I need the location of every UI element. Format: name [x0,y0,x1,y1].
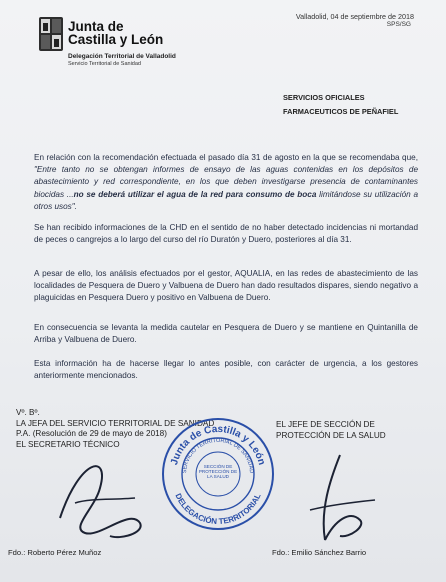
p1-quote: "Entre tanto no se obtengan informes de ensayo de las aguas contenidas en los depósitos de abastecimiento y red correspondiente, en los que deben investigarse presencia de contaminantes biocidas ... [34,165,418,199]
document-date: Valladolid, 04 de septiembre de 2018 [295,12,414,21]
handwritten-signature-left [40,448,160,544]
paragraph-recommendation [34,152,418,213]
recipient-line2: FARMACEUTICOS DE PEÑAFIEL [283,107,399,116]
paragraph-urgency: Esta información ha de hacerse llegar lo antes posible, con carácter de urgencia, a los gestores anteriormente mencionados. [34,359,418,381]
handwritten-signature-right [300,450,380,550]
org-name-line1: Junta de [68,19,124,34]
p1-end: limitándose su utilización a otros usos". [34,189,418,211]
org-name-line2: Castilla y León [68,32,164,47]
stamp-center-text: SECCIÓN DE PROTECCIÓN DE LA SALUD [198,464,238,480]
right-title-2: PROTECCIÓN DE LA SALUD [276,430,386,440]
document-reference: SPS/SG [386,21,411,28]
paragraph-consequence: En consecuencia se levanta la medida cautelar en Pesquera de Duero y se mantiene en Quintanilla de Arriba y Valbuena de Duero. [34,323,418,345]
stamp-bottom-text: DELEGACIÓN TERRITORIAL [173,492,263,527]
paragraph-chd: Se han recibido informaciones de la CHD en el sentido de no haber detectado incidencias ni mortandad de peces o cangrejos a lo largo del curso del río Duratón y Duero, posteriores al día 31. [34,223,418,245]
paragraph-analysis: A pesar de ello, los análisis efectuados por el gestor, AQUALIA, en las redes de abastecimiento de las localidades de Pesquera de Duero y Valbuena de Duero han dado resultados dispares, siendo negativo a plaguicidas en Pesquera Duero y positivo en Valbuena de Duero. [34,269,418,303]
department-name: Delegación Territorial de Valladolid [68,53,176,60]
official-stamp [158,412,278,536]
signature-block-right [276,420,386,442]
left-title-2: P.A. (Resolución de 29 de mayo de 2018) [16,429,167,439]
svg-text:DELEGACIÓN TERRITORIAL [173,492,262,526]
recipient-line1: SERVICIOS OFICIALES [283,93,365,102]
coat-of-arms-icon [38,16,64,54]
signer-name-left: Fdo.: Roberto Pérez Muñoz [8,548,102,557]
p1-intro: En relación con la recomendación efectuada el pasado día 31 de agosto en la que se recomendaba que, [34,153,418,162]
signer-name-right: Fdo.: Emilio Sánchez Barrio [272,548,367,557]
left-title-3: EL SECRETARIO TÉCNICO [16,439,120,449]
vb-label: Vº. Bº. [16,408,40,417]
service-name: Servicio Territorial de Sanidad [68,61,141,67]
stamp-outer-text: Junta de Castilla y León [169,423,267,467]
stamp-inner-text: SERVICIO TERRITORIAL DE SANIDAD [181,437,255,474]
p1-bold: no se deberá utilizar el agua de la red para consumo de boca [73,189,317,199]
left-title-1: LA JEFA DEL SERVICIO TERRITORIAL DE SANIDAD [16,418,215,428]
recipient-block [283,91,398,119]
junta-logo [34,16,202,72]
right-title-1: EL JEFE DE SECCIÓN DE [276,420,375,429]
